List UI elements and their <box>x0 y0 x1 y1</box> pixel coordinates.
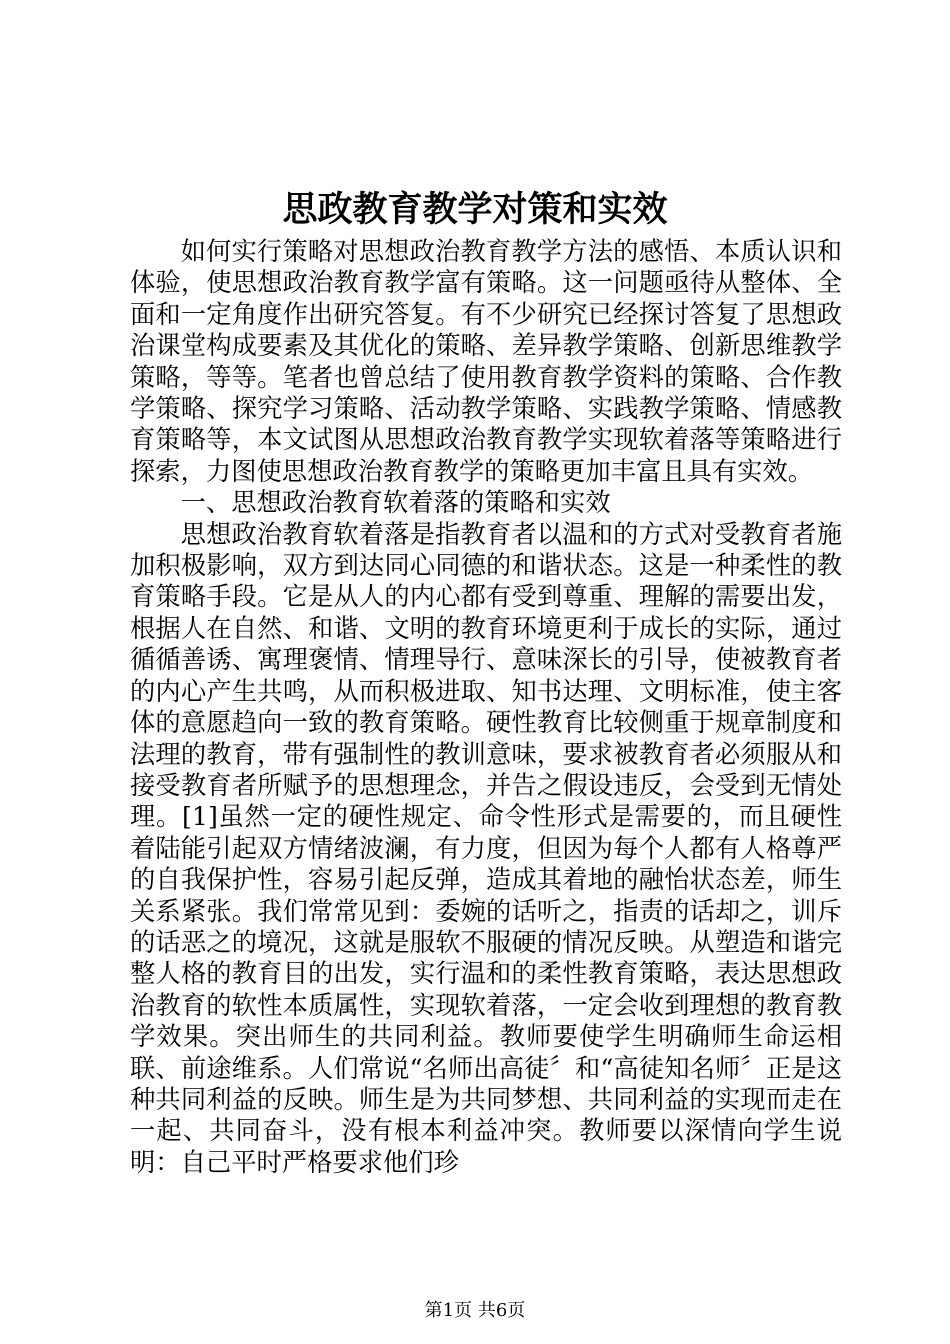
document-body <box>130 236 842 1178</box>
intro-paragraph: 如何实行策略对思想政治教育教学方法的感悟、本质认识和体验，使思想政治教育教学富有策略。这一问题亟待从整体、全面和一定角度作出研究答复。有不少研究已经探讨答复了思想政治课堂构成要素及其优化的策略、差异教学策略、创新思维教学策略，等等。笔者也曾总结了使用教育教学资料的策略、合作教学策略、探究学习策略、活动教学策略、实践教学策略、情感教育策略等，本文试图从思想政治教育教学实现软着落等策略进行探索，力图使思想政治教育教学的策略更加丰富且具有实效。 <box>130 237 842 486</box>
page-footer: 第1页 共6页 <box>424 1300 526 1321</box>
document-title: 思政教育教学对策和实效 <box>282 189 668 230</box>
body-paragraph: 思想政治教育软着落是指教育者以温和的方式对受教育者施加积极影响，双方到达同心同德的和谐状态。这是一种柔性的教育策略手段。它是从人的内心都有受到尊重、理解的需要出发，根据人在自然、和谐、文明的教育环境更利于成长的实际，通过循循善诱、寓理褒情、情理导行、意味深长的引导，使被教育者的内心产生共鸣，从而积极进取、知书达理、文明标准，使主客体的意愿趋向一致的教育策略。硬性教育比较侧重于规章制度和法理的教育，带有强制性的教训意味，要求被教育者必须服从和接受教育者所赋予的思想理念，并告之假设违反，会受到无情处理。[1]虽然一定的硬性规定、命令性形式是需要的，而且硬性着陆能引起双方情绪波澜，有力度，但因为每个人都有人格尊严的自我保护性，容易引起反弹，造成其着地的融怡状态差，师生关系紧张。我们常常见到：委婉的话听之，指责的话却之，训斥的话恶之的境况，这就是服软不服硬的情况反映。从塑造和谐完整人格的教育目的出发，实行温和的柔性教育策略，表达思想政治教育的软性本质属性，实现软着落，一定会收到理想的教育教学效果。突出师生的共同利益。教师要使学生明确师生命运相联、前途维系。人们常说“名师出高徒〞和“高徒知名师〞正是这种共同利益的反映。师生是为共同梦想、共同利益的实现而走在一起、共同奋斗，没有根本利益冲突。教师要以深情向学生说明：自己平时严格要求他们珍 <box>130 519 842 1177</box>
section-heading: 一、思想政治教育软着落的策略和实效 <box>180 488 611 518</box>
